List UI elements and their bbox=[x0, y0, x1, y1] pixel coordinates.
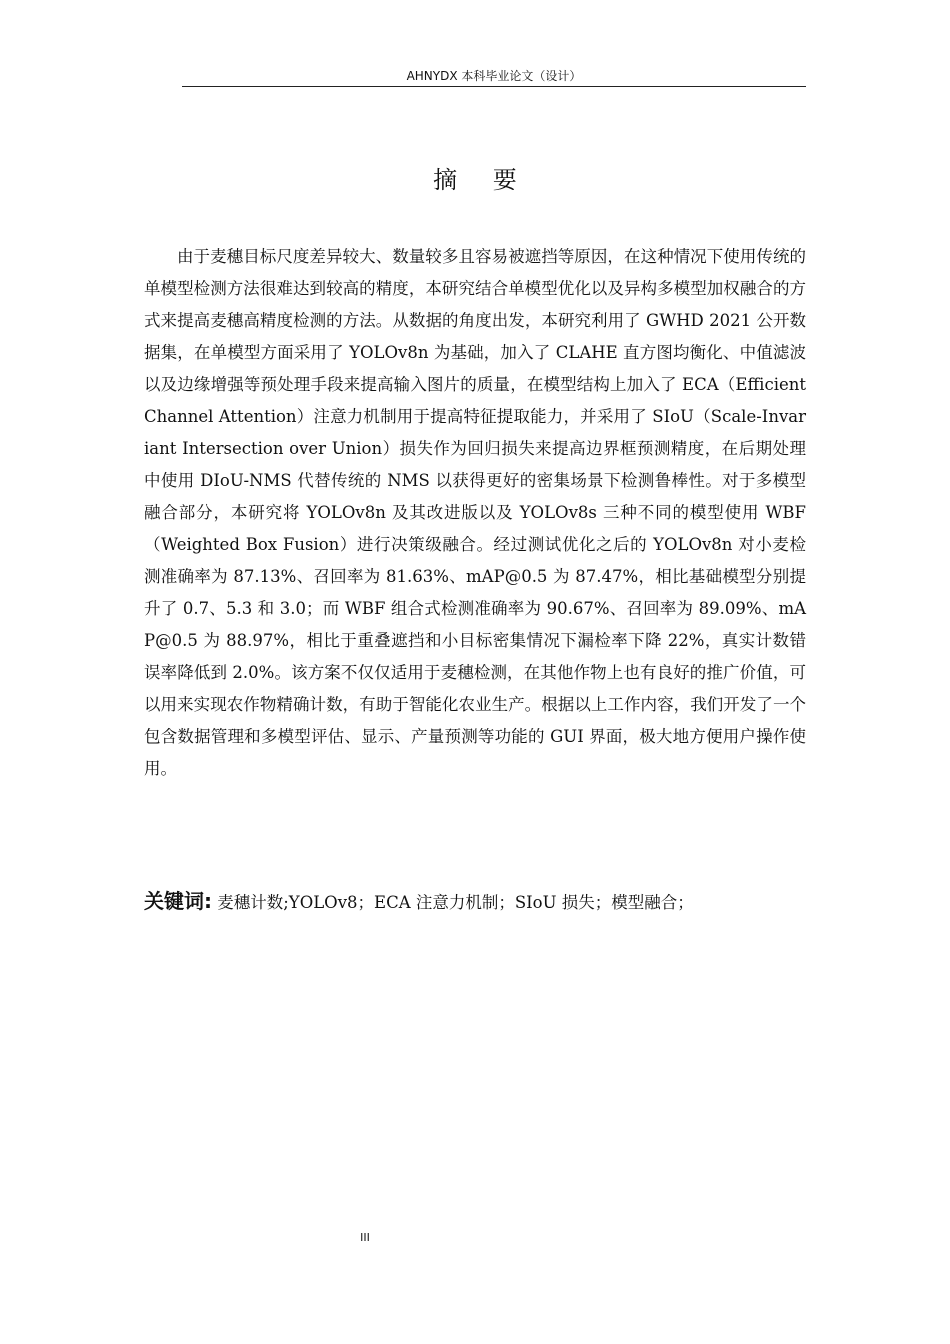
abstract-body: 由于麦穗目标尺度差异较大、数量较多且容易被遮挡等原因，在这种情况下使用传统的单模型检测方法很难达到较高的精度，本研究结合单模型优化以及异构多模型加权融合的方式来提高麦穗高精度检测的方法。从数据的角度出发，本研究利用了 GWHD 2021 公开数据集，在单模型方面采用了 YOLOv8n 为基础，加入了 CLAHE 直方图均衡化、中值滤波以及边缘增强等预处理手段来提高输入图片的质量，在模型结构上加入了 ECA（Efficient Channel Attention）注意力机制用于提高特征提取能力，并采用了 SIoU（Scale-Invariant Intersection over Union）损失作为回归损失来提高边界框预测精度，在后期处理中使用 DIoU-NMS 代替传统的 NMS 以获得更好的密集场景下检测鲁棒性。对于多模型融合部分，本研究将 YOLOv8n 及其改进版以及 YOLOv8s 三种不同的模型使用 WBF（Weighted Box Fusion）进行决策级融合。经过测试优化之后的 YOLOv8n 对小麦检测准确率为 87.13%、召回率为 81.63%、mAP@0.5 为 87.47%，相比基础模型分别提升了 0.7、5.3 和 3.0；而 WBF 组合式检测准确率为 90.67%、召回率为 89.09%、mAP@0.5 为 88.97%，相比于重叠遮挡和小目标密集情况下漏检率下降 22%，真实计数错误率降低到 2.0%。该方案不仅仅适用于麦穗检测，在其他作物上也有良好的推广价值，可以用来实现农作物精确计数，有助于智能化农业生产。根据以上工作内容，我们开发了一个包含数据管理和多模型评估、显示、产量预测等功能的 GUI 界面，极大地方便用户操作使用。 bbox=[144, 247, 806, 778]
page-header: AHNYDX 本科毕业论文（设计） bbox=[406, 69, 582, 83]
header-rule bbox=[182, 86, 806, 87]
page-number: III bbox=[360, 1231, 370, 1244]
keywords-line bbox=[144, 885, 806, 919]
keywords-label: 关键词: bbox=[144, 889, 212, 913]
keywords-text: 麦穗计数;YOLOv8；ECA 注意力机制；SIoU 损失；模型融合； bbox=[217, 893, 694, 912]
abstract-title: 摘 要 bbox=[433, 166, 531, 194]
